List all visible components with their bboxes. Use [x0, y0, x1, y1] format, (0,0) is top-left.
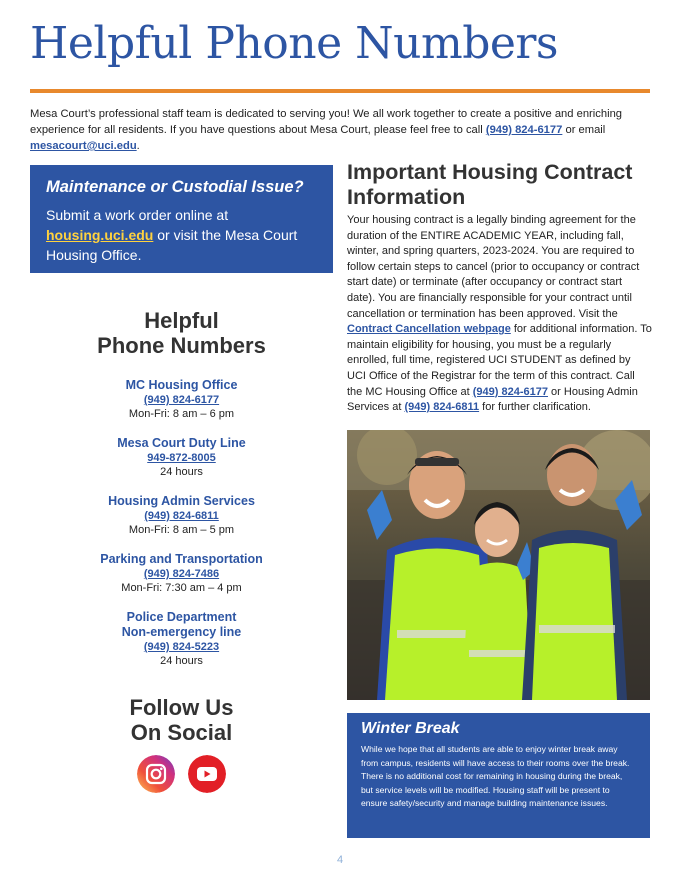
- contact-name: Housing Admin Services: [108, 494, 255, 508]
- social-icons: [137, 755, 226, 793]
- contact-hours: Mon-Fri: 7:30 am – 4 pm: [121, 582, 242, 594]
- contract-text-1: Your housing contract is a legally binding agreement for the duration of the ENTIRE ACADEMIC YEAR, including fall, winter, and spring quarters, 2023-2024. You are required to follow certain steps to cancel (prior to occupancy or contract start date) or terminate (after occupancy or contract start date). You are financially responsible for your contract until cancellation or termination has been approved. Visit the: [347, 214, 640, 320]
- page-title: Helpful Phone Numbers: [30, 18, 559, 69]
- students-photo: [347, 430, 650, 700]
- phones-heading-line1: Helpful: [144, 308, 219, 333]
- maintenance-text-after: or visit the Mesa Court Housing Office.: [46, 227, 298, 263]
- contact-hours: Mon-Fri: 8 am – 5 pm: [128, 524, 235, 536]
- contact-number[interactable]: (949) 824-6177: [143, 394, 220, 406]
- intro-paragraph: [30, 106, 650, 154]
- contract-cancellation-link[interactable]: Contract Cancellation webpage: [347, 323, 511, 336]
- contact-name: MC Housing Office: [125, 378, 238, 392]
- contract-title: Important Housing Contract Information: [347, 160, 633, 209]
- contact-name: Parking and Transportation: [100, 552, 263, 566]
- contract-phone-link-1[interactable]: (949) 824-6177: [472, 385, 548, 398]
- maintenance-box: [30, 165, 333, 273]
- contract-text-4: for further clarification.: [479, 401, 591, 414]
- page-number: 4: [336, 854, 344, 866]
- contract-phone-link-2[interactable]: (949) 824-6811: [404, 401, 480, 414]
- contact-number[interactable]: (949) 824-7486: [143, 568, 220, 580]
- contact-mc-housing-office: [30, 378, 333, 421]
- follow-heading-line2: On Social: [130, 720, 233, 745]
- youtube-icon[interactable]: [188, 755, 226, 793]
- contact-number[interactable]: (949) 824-6811: [144, 510, 219, 522]
- phones-heading-line2: Phone Numbers: [97, 333, 266, 358]
- follow-heading: [30, 695, 333, 745]
- contact-name: Mesa Court Duty Line: [117, 436, 246, 450]
- contact-duty-line: [30, 436, 333, 479]
- contact-name-line2: Non-emergency line: [121, 625, 242, 639]
- contract-paragraph: [347, 213, 652, 416]
- housing-website-link[interactable]: housing.uci.edu: [46, 227, 154, 243]
- maintenance-title: Maintenance or Custodial Issue?: [46, 178, 304, 196]
- follow-heading-line1: Follow Us: [129, 695, 234, 720]
- contact-number[interactable]: 949-872-8005: [147, 452, 216, 464]
- maintenance-text-before: Submit a work order online at: [46, 207, 229, 223]
- contact-parking: [30, 552, 333, 595]
- winter-break-title: Winter Break: [361, 720, 460, 737]
- contact-hours: 24 hours: [160, 655, 203, 667]
- phones-heading: [30, 308, 333, 358]
- contact-number[interactable]: (949) 824-5223: [143, 641, 220, 653]
- contact-list: [30, 378, 333, 683]
- maintenance-text: [46, 205, 317, 265]
- intro-text-end: .: [136, 140, 140, 152]
- contact-hours: 24 hours: [160, 466, 203, 478]
- intro-email-link[interactable]: mesacourt@uci.edu: [30, 140, 137, 152]
- title-divider: [30, 89, 650, 93]
- intro-text-mid: or email: [562, 124, 606, 136]
- contact-housing-admin: [30, 494, 333, 537]
- contact-hours: Mon-Fri: 8 am – 6 pm: [128, 408, 235, 420]
- intro-phone-link[interactable]: (949) 824-6177: [485, 124, 563, 136]
- winter-break-text: While we hope that all students are able to enjoy winter break away from campus, residents will have access to their rooms over the break. There is no additional cost for remaining in housing during the break, but service levels will be modified. Housing staff will be present to ensure safety/security and manage building maintenance issues.: [361, 744, 630, 809]
- contract-text-3: or Housing Admin Services at: [347, 385, 638, 414]
- contract-text-2: for additional information. To maintain eligibility for housing, you must be a regularly enrolled, full time, registered UCI STUDENT as defined by UCI Office of the Registrar for the term of this contract. Call the MC Housing Office at: [347, 323, 652, 398]
- winter-break-box: [347, 713, 650, 838]
- intro-text: Mesa Court’s professional staff team is dedicated to serving you! We all work together to create a positive and enriching experience for all residents. If you have questions about Mesa Court, please feel free to call: [30, 108, 623, 136]
- contact-police: [30, 610, 333, 668]
- contact-name: Police Department: [126, 610, 237, 624]
- instagram-icon[interactable]: [137, 755, 175, 793]
